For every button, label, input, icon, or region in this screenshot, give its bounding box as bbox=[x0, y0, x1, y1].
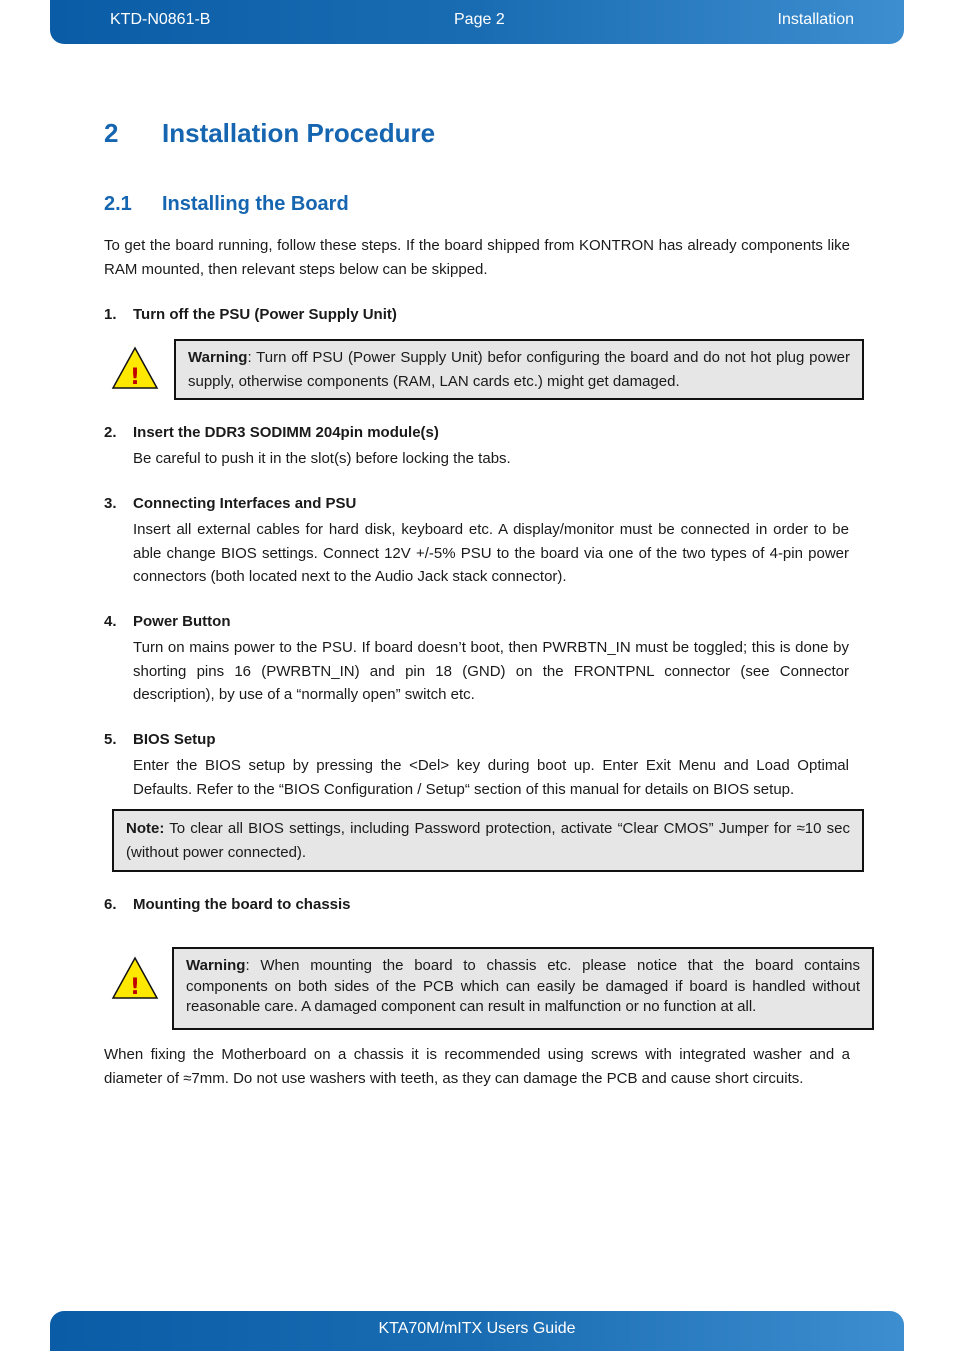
warning-label: Warning bbox=[188, 349, 248, 366]
step-3-body: Insert all external cables for hard disk, keyboard etc. A display/monitor must be connected in order to be able change BIOS settings. Connect 12V +/-5% PSU to the board via one of the two types of 4-pin power connectors (both located next to the Audio Jack stack connector). bbox=[133, 521, 849, 585]
warning-label: Warning bbox=[186, 957, 246, 974]
warning-text: : When mounting the board to chassis etc. please notice that the board contains components on both sides of the PCB which can easily be damaged if board is handled without reasonable care. A damaged component can result in malfunction or no function at all. bbox=[186, 957, 860, 1015]
svg-text:!: ! bbox=[129, 365, 141, 390]
footer-title: KTA70M/mITX Users Guide bbox=[378, 1320, 576, 1337]
note-text: To clear all BIOS settings, including Password protection, activate “Clear CMOS” Jumper for ≈10 sec (without power connected). bbox=[126, 820, 850, 861]
closing-paragraph: When fixing the Motherboard on a chassis it is recommended using screws with integrated washer and a diameter of ≈7mm. Do not use washers with teeth, as they can damage the PCB and cause short circuits. bbox=[104, 1046, 850, 1087]
step-1-title: 1. Turn off the PSU (Power Supply Unit) bbox=[104, 306, 397, 323]
chapter-heading bbox=[104, 118, 435, 149]
step-4-title: 4. Power Button bbox=[104, 613, 231, 630]
svg-text:!: ! bbox=[129, 975, 141, 1000]
step-2-title: 2. Insert the DDR3 SODIMM 204pin module(s) bbox=[104, 424, 439, 441]
warning-triangle-icon bbox=[111, 346, 159, 390]
page-header bbox=[50, 0, 904, 44]
step-5-body: Enter the BIOS setup by pressing the <Del> key during boot up. Enter Exit Menu and Load Optimal Defaults. Refer to the “BIOS Configuration / Setup“ section of this manual for details on BIOS setup. bbox=[133, 757, 849, 798]
section-title: Installing the Board bbox=[162, 193, 349, 215]
chapter-title: Installation Procedure bbox=[162, 118, 436, 148]
section-heading bbox=[104, 193, 349, 216]
chapter-number: 2 bbox=[104, 118, 119, 148]
page-footer bbox=[50, 1311, 904, 1351]
step-2-body: Be careful to push it in the slot(s) before locking the tabs. bbox=[133, 450, 511, 467]
step-3-title: 3. Connecting Interfaces and PSU bbox=[104, 495, 357, 512]
header-doc-id: KTD-N0861-B bbox=[110, 11, 211, 28]
step-4-body: Turn on mains power to the PSU. If board doesn’t boot, then PWRBTN_IN must be toggled; this is done by shorting pins 16 (PWRBTN_IN) and pin 18 (GND) on the FRONTPNL connector (see Connector description), by use of a “normally open” switch etc. bbox=[133, 639, 849, 703]
warning-text: : Turn off PSU (Power Supply Unit) befor configuring the board and do not hot plug power supply, otherwise components (RAM, LAN cards etc.) might get damaged. bbox=[188, 349, 850, 390]
header-page-number: Page 2 bbox=[454, 11, 505, 28]
note-box-cmos bbox=[112, 809, 864, 872]
step-5-title: 5. BIOS Setup bbox=[104, 731, 216, 748]
step-6-title: 6. Mounting the board to chassis bbox=[104, 896, 351, 913]
header-section: Installation bbox=[777, 11, 854, 28]
intro-paragraph: To get the board running, follow these steps. If the board shipped from KONTRON has already components like RAM mounted, then relevant steps below can be skipped. bbox=[104, 237, 850, 278]
warning-box-psu bbox=[174, 339, 864, 400]
warning-box-chassis bbox=[172, 947, 874, 1030]
warning-triangle-icon bbox=[111, 956, 159, 1000]
note-label: Note: bbox=[126, 820, 165, 837]
section-number: 2.1 bbox=[104, 193, 132, 215]
